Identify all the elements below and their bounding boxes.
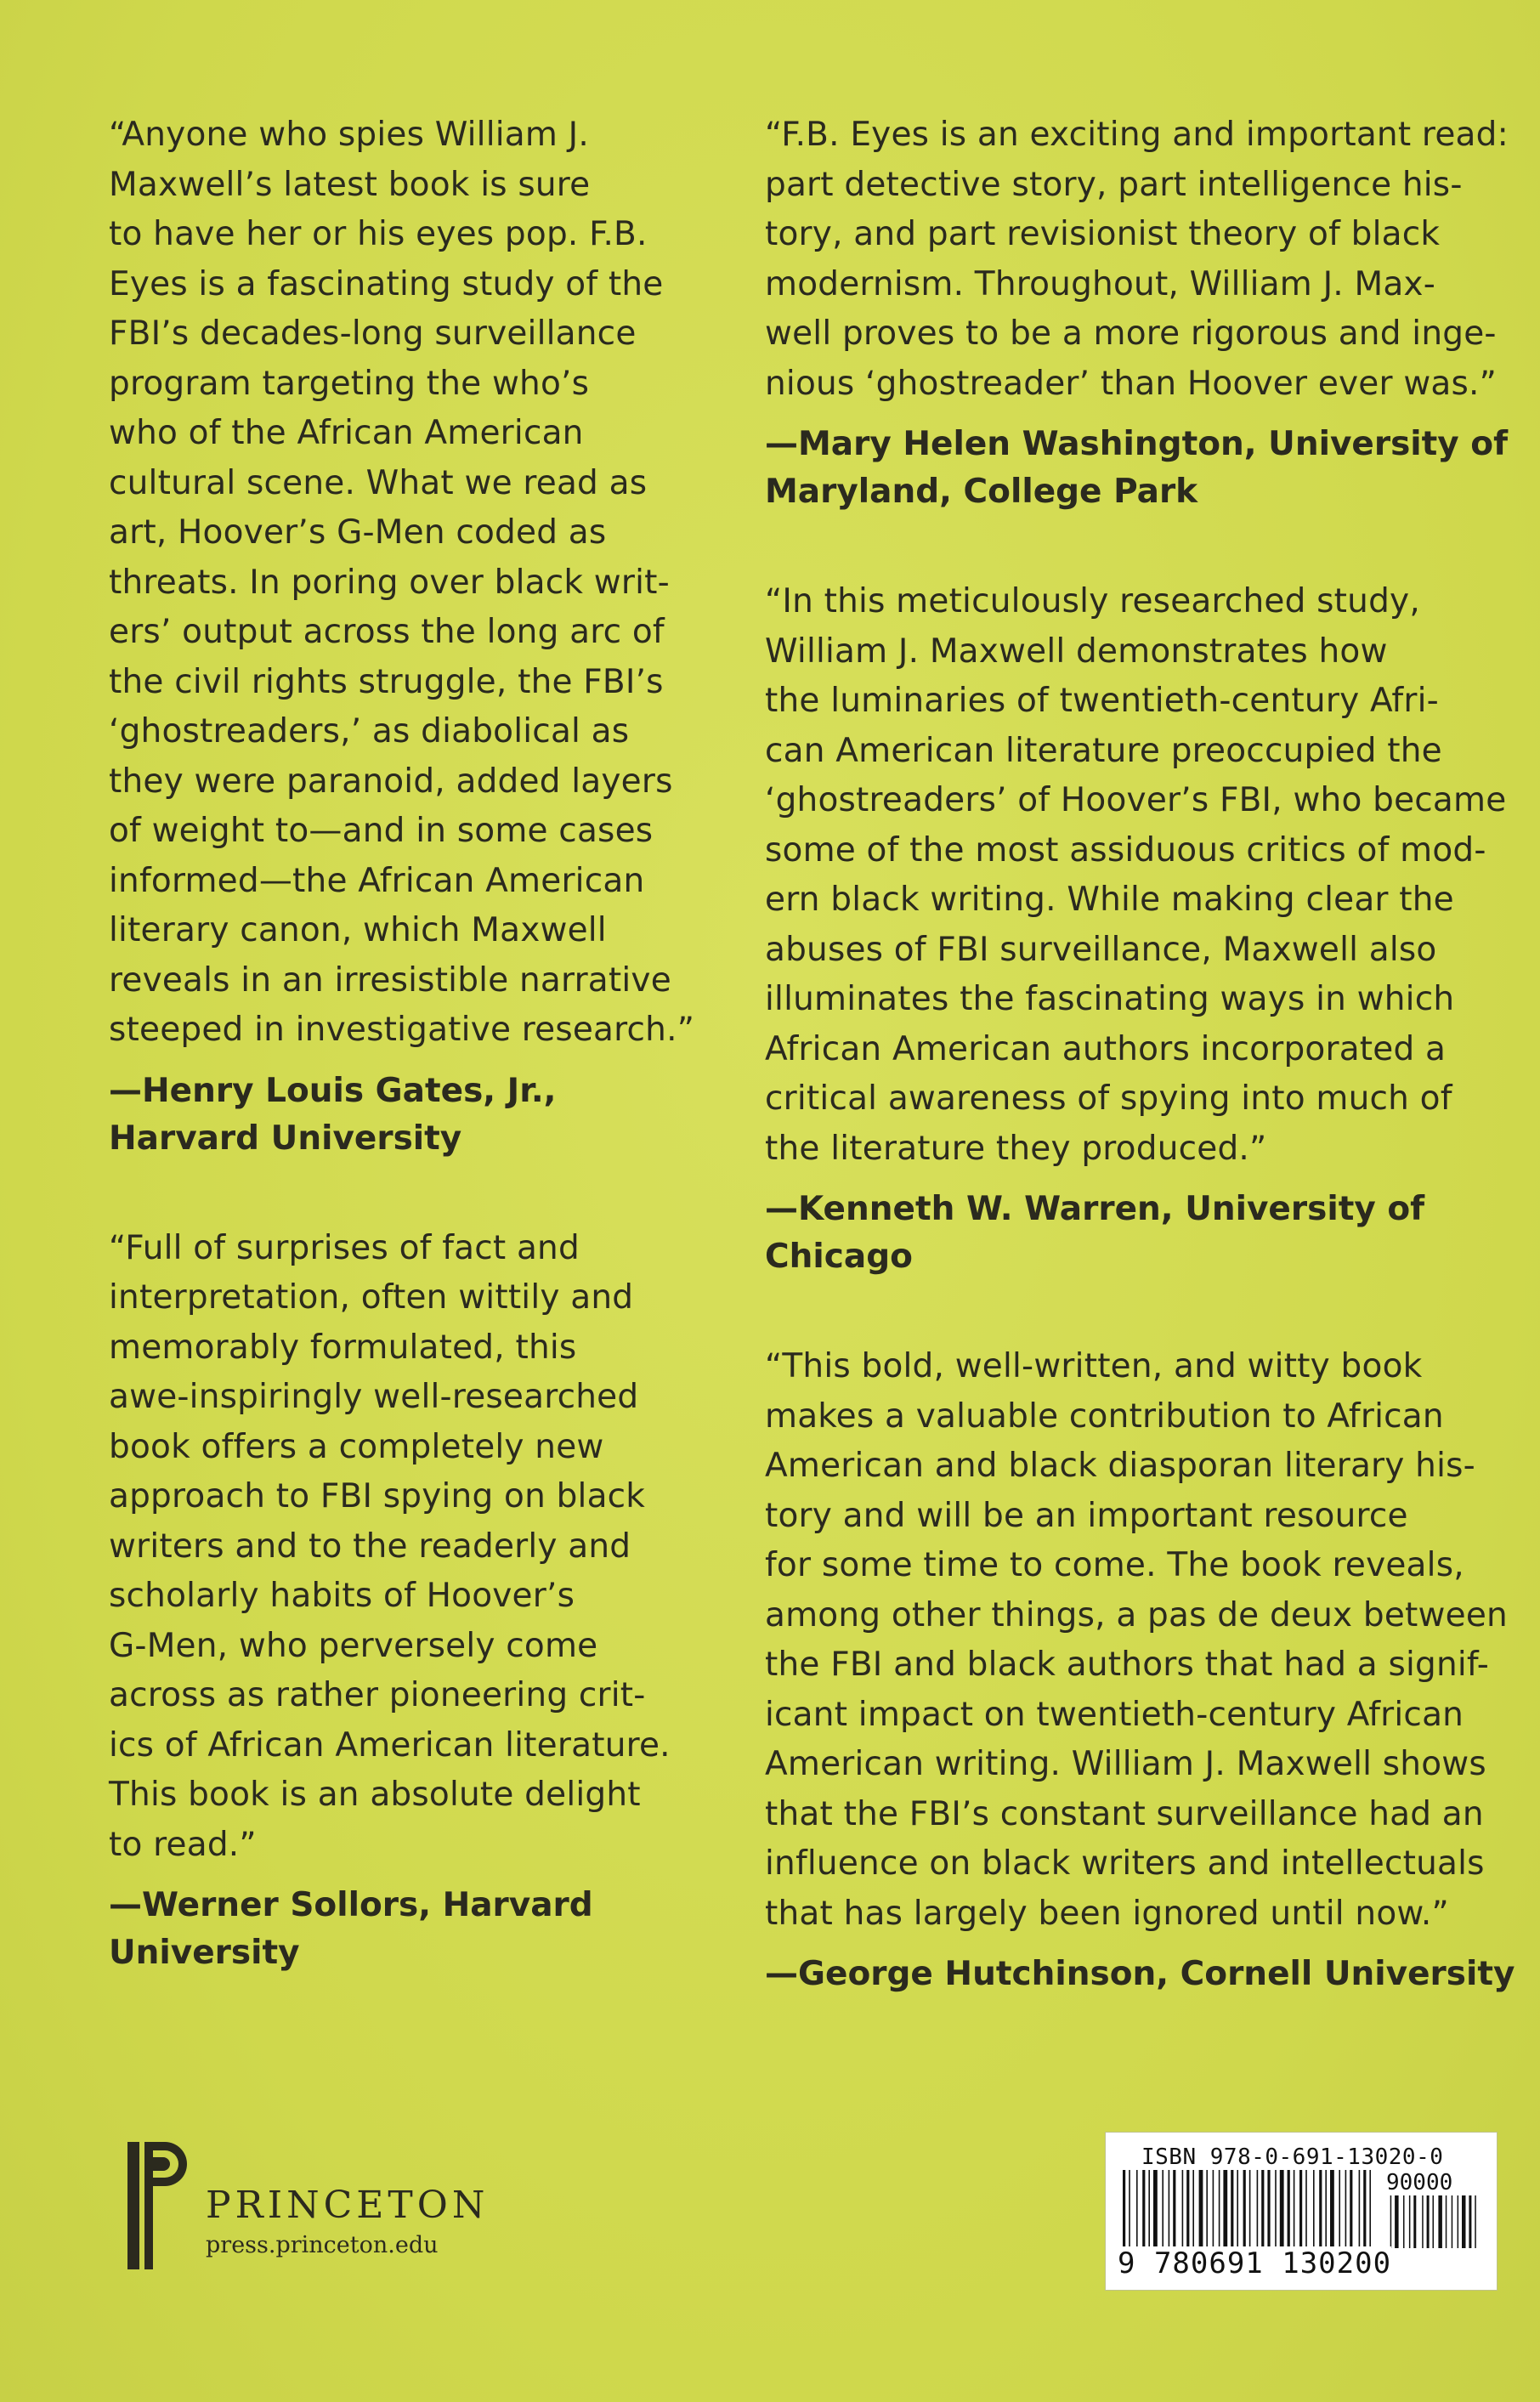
- left-column: [109, 110, 721, 2038]
- isbn-barcode: [1105, 2132, 1498, 2291]
- blurb-attribution: —Henry Louis Gates, Jr., Harvard University: [109, 1071, 557, 1158]
- publisher-name: PRINCETON: [206, 2184, 490, 2227]
- blurb-attribution: —Kenneth W. Warren, University of Chicago: [765, 1190, 1425, 1276]
- isbn-label: ISBN 978-0-691-13020-0: [1141, 2144, 1444, 2170]
- blurb-washington: [765, 110, 1521, 516]
- ean-digits: 9 780691 130200: [1118, 2246, 1392, 2280]
- blurb-quote: “Anyone who spies William J. Maxwell’s latest book is sure to have her or his eyes pop. F.B. Eyes is a fascinating study of the FBI’s decades-long surveillance program targeting the who’s who of the African American cultural scene. What we read as art, Hoover’s G-Men coded as threats. In poring over black writ- ers’ output across the long arc of the civil rights struggle, the FBI’s ‘ghostreaders,’ as diabolical as they were paranoid, added layers of weight to—and in some cases informed—the African American literary canon, which Maxwell reveals in an irresistible narrative steeped in investigative research.”: [109, 116, 695, 1049]
- publisher-url: press.princeton.edu: [206, 2232, 439, 2258]
- blurb-quote: “Full of surprises of fact and interpretation, often wittily and memorably formulated, this awe-inspiringly well-researched book offers a completely new approach to FBI spying on black writers and to the readerly and scholarly habits of Hoover’s G-Men, who perversely come across as rather pioneering crit- ics of African American literature. This book is an absolute delight to read.”: [109, 1228, 671, 1864]
- publisher-logo: [127, 2142, 489, 2269]
- right-column: [765, 110, 1521, 2059]
- blurb-quote: “F.B. Eyes is an exciting and important read: part detective story, part intelligence his- tory, and part revisionist theory of black modernism. Throughout, William J. Max- well proves to be a more rigorous and inge- nious ‘ghostreader’ than Hoover ever was.”: [765, 116, 1509, 403]
- price-code: 90000: [1386, 2170, 1453, 2195]
- blurb-gates: [109, 110, 721, 1163]
- blurb-attribution: —George Hutchinson, Cornell University: [765, 1955, 1515, 1993]
- princeton-logo-icon: [127, 2142, 187, 2269]
- blurb-hutchinson: [765, 1342, 1521, 1998]
- blurb-warren: [765, 577, 1521, 1281]
- blurb-attribution: —Werner Sollors, Harvard University: [109, 1886, 593, 1972]
- blurb-sollors: [109, 1224, 721, 1978]
- blurb-quote: “In this meticulously researched study, William J. Maxwell demonstrates how the luminaries of twentieth-century Afri- can American literature preoccupied the ‘ghostreaders’ of Hoover’s FBI, who became some of the most assiduous critics of mod- ern black writing. While making clear the abuses of FBI surveillance, Maxwell also illuminates the fascinating ways in which African American authors incorporated a critical awareness of spying into much of the literature they produced.”: [765, 582, 1507, 1168]
- blurb-quote: “This bold, well-written, and witty book makes a valuable contribution to African American and black diasporan literary his- tory and will be an important resource for some time to come. The book reveals, among other things, a pas de deux between the FBI and black authors that had a signif- icant impact on twentieth-century African American writing. William J. Maxwell shows that the FBI’s constant surveillance had an influence on black writers and intellectuals that has largely been ignored until now.”: [765, 1347, 1508, 1933]
- blurb-attribution: —Mary Helen Washington, University of Maryland, College Park: [765, 425, 1509, 511]
